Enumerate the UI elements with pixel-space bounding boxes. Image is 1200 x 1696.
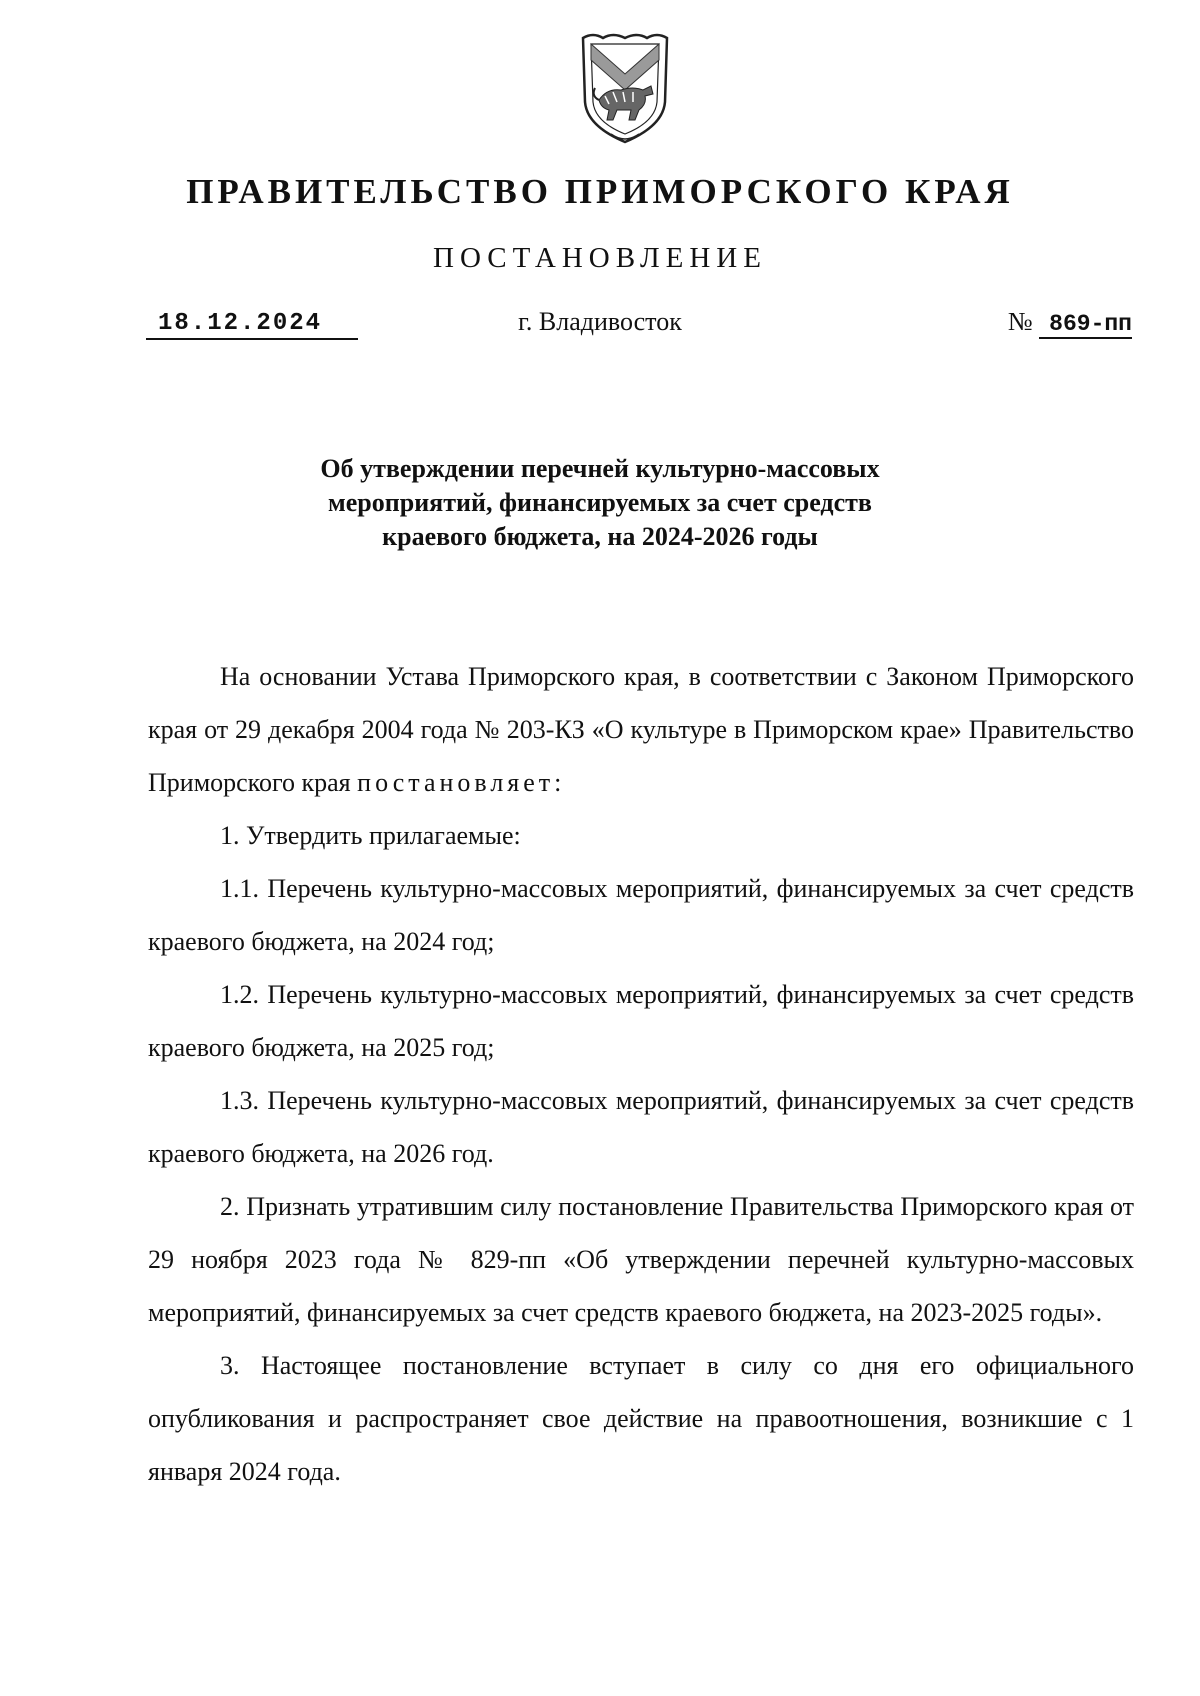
subject-line: Об утверждении перечней культурно-массовых <box>320 454 880 483</box>
document-city: г. Владивосток <box>518 307 682 336</box>
document-body <box>148 650 1134 1498</box>
subject-line: краевого бюджета, на 2024-2026 годы <box>382 522 818 551</box>
paragraph: 1.2. Перечень культурно-массовых мероприятий, финансируемых за счет средств краевого бюджета, на 2025 год; <box>148 980 1134 1062</box>
preamble-text: На основании Устава Приморского края, в соответствии с Законом Приморского края от 29 декабря 2004 года № 203-КЗ «О культуре в Приморском крае» Правительство Приморского края <box>148 662 1134 797</box>
document-date: 18.12.2024 <box>146 310 358 340</box>
government-title: ПРАВИТЕЛЬСТВО ПРИМОРСКОГО КРАЯ <box>186 172 1014 211</box>
number-value: 869-пп <box>1039 311 1132 339</box>
preamble-paragraph <box>148 650 1134 809</box>
coat-of-arms-tiger-icon <box>573 30 677 148</box>
subject-line: мероприятий, финансируемых за счет средств <box>328 488 872 517</box>
decree-colon: : <box>554 768 562 797</box>
number-sign: № <box>1007 307 1033 336</box>
document-subject <box>200 452 1000 554</box>
paragraph: 2. Признать утратившим силу постановление Правительства Приморского края от 29 ноября 2023 года № 829-пп «Об утверждении перечней культурно-массовых мероприятий, финансируемых за счет средств краевого бюджета, на 2023-2025 годы». <box>148 1192 1134 1327</box>
paragraph: 1.3. Перечень культурно-массовых мероприятий, финансируемых за счет средств краевого бюджета, на 2026 год. <box>148 1086 1134 1168</box>
paragraph: 3. Настоящее постановление вступает в силу со дня его официального опубликования и распространяет свое действие на правоотношения, возникшие с 1 января 2024 года. <box>148 1351 1134 1486</box>
decree-word: постановляет <box>357 768 555 797</box>
paragraph: 1.1. Перечень культурно-массовых мероприятий, финансируемых за счет средств краевого бюджета, на 2024 год; <box>148 874 1134 956</box>
document-number <box>1008 307 1132 339</box>
paragraph: 1. Утвердить прилагаемые: <box>220 821 521 850</box>
document-type: ПОСТАНОВЛЕНИЕ <box>433 242 767 274</box>
